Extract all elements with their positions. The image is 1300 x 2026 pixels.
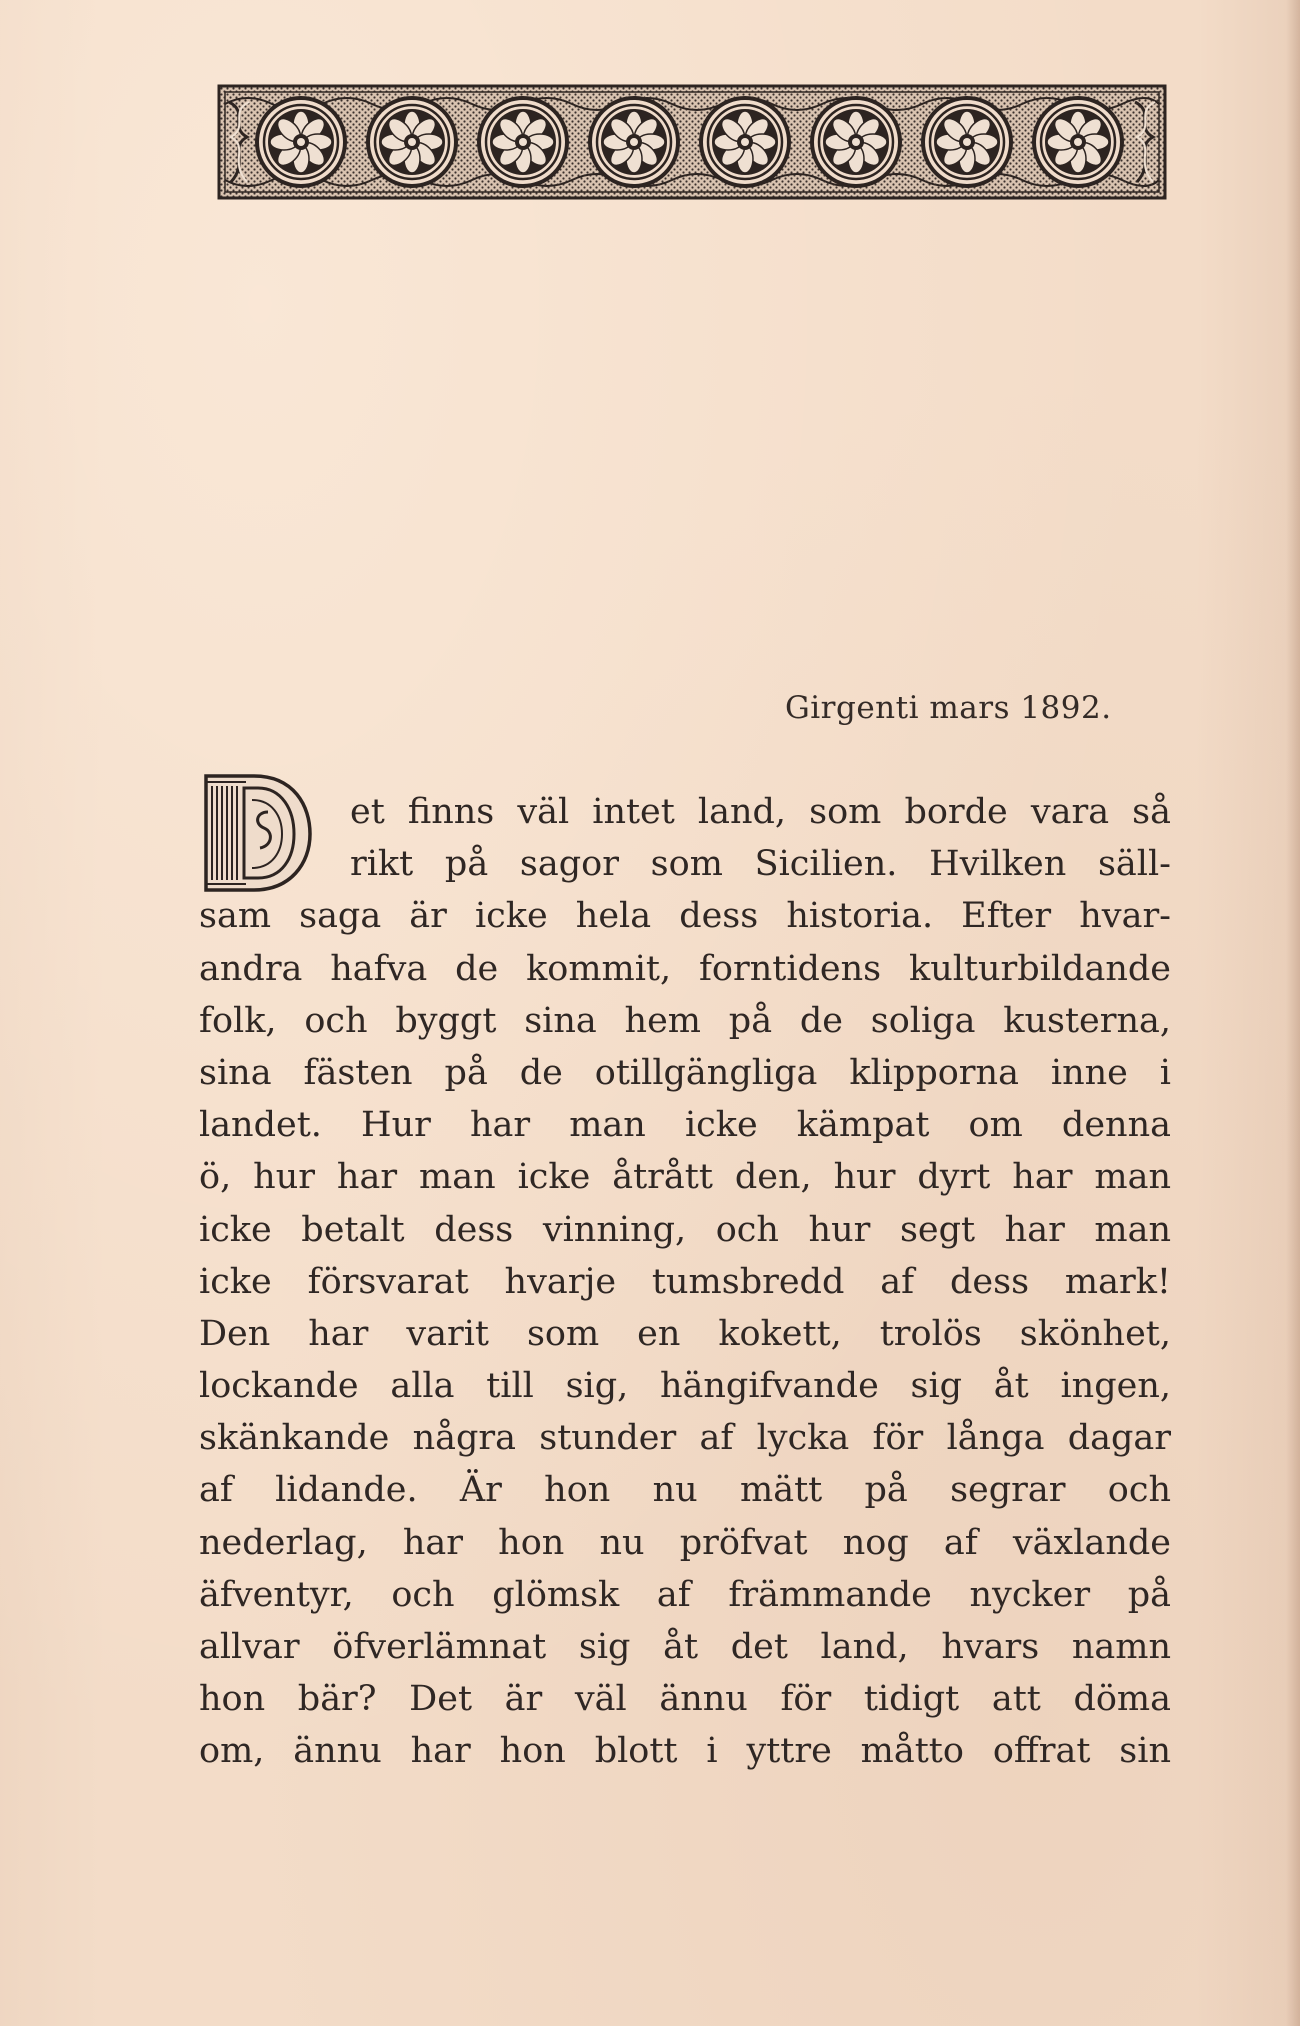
text-line: sam saga är icke hela dess historia. Efter hvar- — [199, 896, 1171, 937]
text-line: ö, hur har man icke åtrått den, hur dyrt har man — [199, 1157, 1171, 1198]
text-line: et finns väl intet land, som borde vara så — [350, 792, 1171, 832]
text-line: andra hafva de kommit, forntidens kulturbildande — [199, 948, 1171, 989]
text-line: lockande alla till sig, hängifvande sig åt ingen, — [199, 1366, 1171, 1407]
body-text — [199, 786, 1171, 1778]
text-line: nederlag, har hon nu pröfvat nog af växlande — [199, 1522, 1171, 1563]
text-line: af lidande. Är hon nu mätt på segrar och — [199, 1470, 1171, 1511]
text-line: sina fästen på de otillgängliga klipporna inne i — [199, 1052, 1171, 1093]
text-line: icke betalt dess vinning, och hur segt har man — [199, 1209, 1171, 1250]
text-line: rikt på sagor som Sicilien. Hvilken säll- — [350, 844, 1171, 885]
text-line: hon bär? Det är väl ännu för tidigt att döma — [199, 1679, 1171, 1720]
dateline: Girgenti mars 1892. — [785, 690, 1112, 726]
text-line: folk, och byggt sina hem på de soliga kusterna, — [199, 1000, 1171, 1041]
rosette-band-icon — [217, 84, 1167, 200]
text-line: Den har varit som en kokett, trolös skönhet, — [199, 1313, 1171, 1354]
text-line: allvar öfverlämnat sig åt det land, hvars namn — [199, 1627, 1171, 1667]
text-line: icke försvarat hvarje tumsbredd af dess mark! — [199, 1261, 1171, 1302]
text-line: om, ännu har hon blott i yttre måtto offrat sin — [199, 1731, 1171, 1772]
text-line: äfventyr, och glömsk af främmande nycker på — [199, 1574, 1171, 1615]
text-line: landet. Hur har man icke kämpat om denna — [199, 1105, 1171, 1146]
text-line: skänkande några stunder af lycka för långa dagar — [199, 1418, 1171, 1459]
page-edge-shadow — [1286, 0, 1300, 2026]
